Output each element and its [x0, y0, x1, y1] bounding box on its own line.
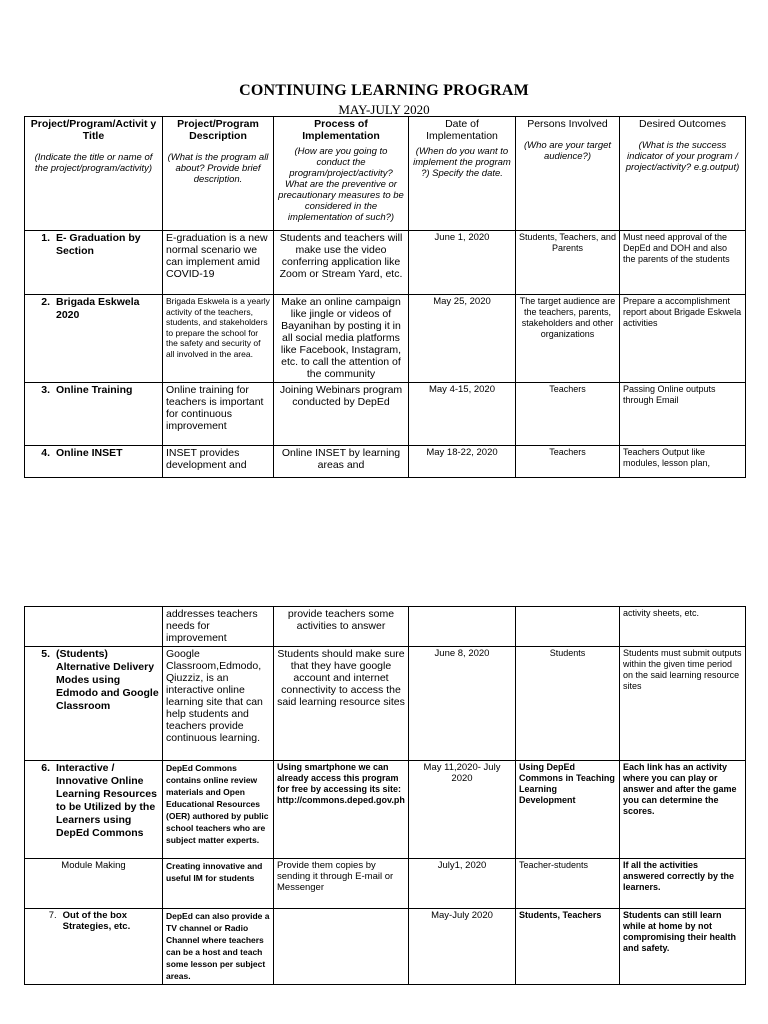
row-date: May 11,2020- July 2020 — [409, 761, 516, 859]
row-title: Out of the box Strategies, etc. — [62, 910, 131, 932]
header-persons-label: Persons Involved — [527, 118, 608, 130]
header-title-note: (Indicate the title or name of the project/program/activity) — [34, 152, 153, 174]
row-title: (Students) Alternative Delivery Modes using Edmodo and Google Classroom — [56, 648, 159, 712]
program-table-page-1 — [24, 116, 746, 478]
header-outcomes-note: (What is the success indicator of your program / project/activity? e.g.output) — [625, 140, 740, 173]
row-process: Joining Webinars program conducted by DepEd — [274, 383, 409, 446]
row-process: provide teachers some activities to answer — [274, 607, 409, 647]
page-subtitle: MAY-JULY 2020 — [338, 102, 430, 117]
row-description: DepEd can also provide a TV channel or Radio Channel where teachers can be a host and teach some lesson per subject areas. — [163, 909, 274, 985]
header-process-note: (How are you going to conduct the program/project/activity? What are the preventive or precautionary measures to be considered in the implementation of such?) — [278, 146, 404, 223]
table-row — [25, 909, 746, 985]
row-number: 2. — [41, 296, 50, 308]
header-persons-note: (Who are your target audience?) — [523, 140, 612, 162]
row-outcome: Prepare a accomplishment report about Brigade Eskwela activities — [620, 295, 746, 383]
row-outcome: Passing Online outputs through Email — [620, 383, 746, 446]
row-title: Online Training — [56, 384, 133, 396]
row-persons: Teachers — [516, 446, 620, 478]
row-title: Brigada Eskwela 2020 — [56, 296, 140, 321]
row-date: June 1, 2020 — [409, 231, 516, 295]
row-outcome: Students can still learn while at home by not compromising their health and safety. — [620, 909, 746, 985]
row-persons: Students — [516, 647, 620, 761]
header-outcomes — [620, 117, 746, 231]
row-persons — [516, 607, 620, 647]
header-description-label: Project/Program Description — [177, 118, 259, 142]
header-date — [409, 117, 516, 231]
row-number: 5. — [41, 648, 50, 660]
header-process-label: Process of Implementation — [302, 118, 380, 142]
row-number: 7. — [48, 910, 57, 921]
header-description — [163, 117, 274, 231]
header-persons — [516, 117, 620, 231]
header-title — [25, 117, 163, 231]
row-persons: Students, Teachers, and Parents — [516, 231, 620, 295]
row-title: Module Making — [25, 859, 163, 909]
row-process: Provide them copies by sending it through E-mail or Messenger — [274, 859, 409, 909]
table-row — [25, 859, 746, 909]
row-title: E- Graduation by Section — [56, 232, 141, 257]
row-date: July1, 2020 — [409, 859, 516, 909]
table-row — [25, 607, 746, 647]
header-date-note: (When do you want to implement the program ?) Specify the date. — [413, 146, 511, 179]
row-number: 4. — [41, 447, 50, 459]
row-outcome: Must need approval of the DepEd and DOH and also the parents of the students — [620, 231, 746, 295]
header-row — [25, 117, 746, 231]
row-number: 1. — [41, 232, 50, 244]
table-row — [25, 761, 746, 859]
row-date: May 4-15, 2020 — [409, 383, 516, 446]
row-process: Using smartphone we can already access this program for free by accessing its site: http://commons.deped.gov.ph — [274, 761, 409, 859]
program-table-page-2 — [24, 606, 746, 985]
row-number: 3. — [41, 384, 50, 396]
row-description: addresses teachers needs for improvement — [163, 607, 274, 647]
row-persons: Students, Teachers — [516, 909, 620, 985]
row-title: Online INSET — [56, 447, 123, 459]
row-description: DepEd Commons contains online review materials and Open Educational Resources (OER) authored by public school teachers who are subject matter experts. — [163, 761, 274, 859]
table-row — [25, 383, 746, 446]
row-description: Brigada Eskwela is a yearly activity of the teachers, students, and stakeholders to prepare the school for the safety and security of all involved in the area. — [163, 295, 274, 383]
header-description-note: (What is the program all about? Provide brief description. — [167, 152, 269, 185]
row-outcome: If all the activities answered correctly by the learners. — [620, 859, 746, 909]
row-process: Students and teachers will make use the video conferring application like Zoom or Stream Yard, etc. — [274, 231, 409, 295]
row-process: Make an online campaign like jingle or videos of Bayanihan by posting it in all social media platforms like Facebook, Instagram, etc. to call the attention of the community — [274, 295, 409, 383]
table-row — [25, 446, 746, 478]
table-row — [25, 647, 746, 761]
header-outcomes-label: Desired Outcomes — [639, 118, 726, 130]
row-date: May-July 2020 — [409, 909, 516, 985]
row-date: June 8, 2020 — [409, 647, 516, 761]
row-process: Students should make sure that they have google account and internet connectivity to access the said learning resource sites — [274, 647, 409, 761]
row-date — [409, 607, 516, 647]
row-date: May 18-22, 2020 — [409, 446, 516, 478]
table-row — [25, 231, 746, 295]
row-date: May 25, 2020 — [409, 295, 516, 383]
table-row — [25, 295, 746, 383]
row-persons: Using DepEd Commons in Teaching Learning Development — [516, 761, 620, 859]
row-description: INSET provides development and — [163, 446, 274, 478]
row-description: E-graduation is a new normal scenario we can implement amid COVID-19 — [163, 231, 274, 295]
row-process — [274, 909, 409, 985]
row-number: 6. — [41, 762, 50, 774]
row-outcome: Teachers Output like modules, lesson plan, — [620, 446, 746, 478]
page-title: CONTINUING LEARNING PROGRAM — [239, 82, 529, 99]
row-title: Interactive / Innovative Online Learning Resources to be Utilized by the Learners using DepEd Commons — [56, 762, 157, 839]
row-persons: The target audience are the teachers, parents, stakeholders and other organizations — [516, 295, 620, 383]
header-process — [274, 117, 409, 231]
row-outcome: activity sheets, etc. — [620, 607, 746, 647]
row-description: Creating innovative and useful IM for students — [163, 859, 274, 909]
header-title-label: Project/Program/Activit y Title — [30, 118, 157, 142]
row-persons: Teacher-students — [516, 859, 620, 909]
header-date-label: Date of Implementation — [426, 118, 498, 142]
row-persons: Teachers — [516, 383, 620, 446]
row-outcome: Each link has an activity where you can play or answer and after the game you can determine the scores. — [620, 761, 746, 859]
row-description: Online training for teachers is important for continuous improvement — [163, 383, 274, 446]
row-description: Google Classroom,Edmodo, Qiuzziz, is an interactive online learning site that can help students and teachers provide continuous learning. — [163, 647, 274, 761]
row-process: Online INSET by learning areas and — [274, 446, 409, 478]
row-outcome: Students must submit outputs within the given time period on the said learning resource sites — [620, 647, 746, 761]
